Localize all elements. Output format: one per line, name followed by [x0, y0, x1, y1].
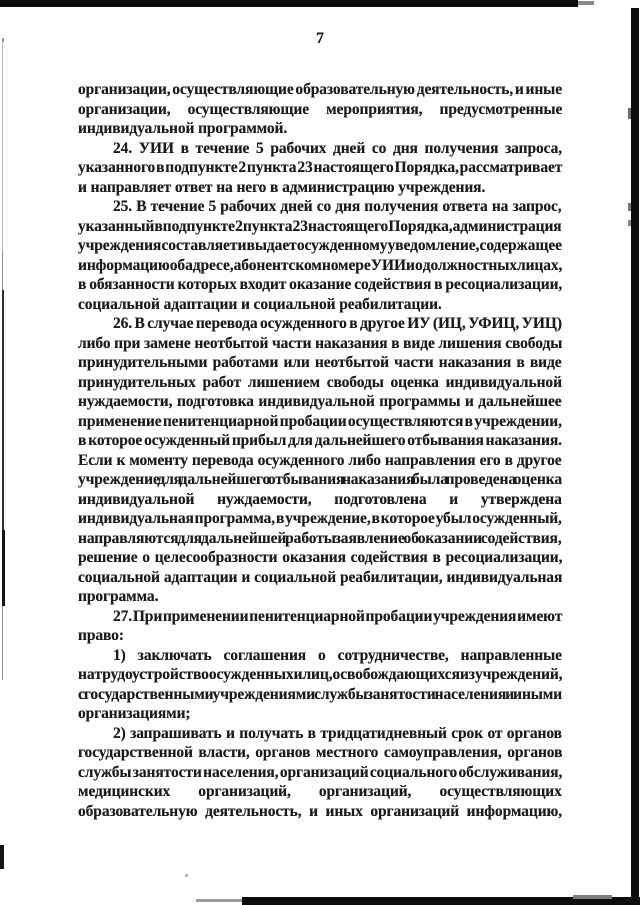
scan-edge-top-bar	[0, 0, 578, 7]
text-line: программа.	[78, 588, 159, 605]
text-line: учреждение для дальнейшего отбывания наказания была проведена оценка	[78, 471, 562, 488]
scan-edge-left-line	[2, 606, 3, 680]
text-line: Если к моменту перевода осужденного либо направления его в другое	[78, 451, 562, 469]
scan-noise-speck	[185, 874, 188, 877]
text-line: социальной адаптации и социальной реабилитации, индивидуальная	[78, 568, 563, 586]
scan-noise-nub	[628, 108, 631, 119]
text-line: 1) заключать соглашения о сотрудничестве, направленные	[113, 646, 562, 664]
text-line: направляются для дальнейшей работы заявление об оказании содействия,	[78, 529, 562, 547]
text-line: 25. В течение 5 рабочих дней со дня получения ответа на запрос,	[113, 198, 562, 215]
text-line: организации, осуществляющие образовательную деятельность, и иные	[78, 81, 562, 98]
text-line: медицинских организаций, организаций, осуществляющих	[78, 783, 562, 800]
text-line: государственной власти, органов местного самоуправления, органов	[78, 744, 563, 761]
scan-edge-top-bar-tail	[578, 1, 594, 5]
scan-edge-right-bar	[631, 8, 639, 905]
text-line: 27. При применении пенитенциарной пробации учреждения имеют	[113, 607, 563, 625]
scan-edge-bottom-gray	[573, 895, 612, 899]
text-line: в обязанности которых входит оказание содействия в ресоциализации,	[78, 276, 563, 293]
text-line: либо при замене неотбытой части наказания в виде лишения свободы	[78, 334, 563, 352]
text-line: организации, осуществляющие мероприятия, предусмотренные	[78, 100, 563, 118]
text-line: организациями;	[78, 705, 191, 722]
text-line: службы занятости населения, организаций социального обслуживания,	[78, 763, 563, 781]
text-line: индивидуальной нуждаемости, подготовлена и утверждена	[78, 490, 562, 508]
text-line: с государственными учреждениями службы занятости населения и иными	[78, 685, 563, 703]
scan-noise-nub	[628, 203, 631, 211]
text-line: индивидуальная программа, в учреждение, в которое убыл осужденный,	[78, 510, 562, 527]
text-line: 26. В случае перевода осужденного в другое ИУ (ИЦ, УФИЦ, УИЦ)	[113, 315, 562, 332]
scan-edge-left-line	[2, 290, 4, 530]
text-line: в которое осужденный прибыл для дальнейшего отбывания наказания.	[78, 432, 562, 449]
text-line: указанного в подпункте 2 пункта 23 настоящего Порядка, рассматривает	[78, 159, 563, 176]
page-number: 7	[316, 30, 324, 47]
scan-edge-left-line	[2, 530, 5, 606]
text-line: и направляет ответ на него в администрацию учреждения.	[78, 178, 486, 196]
text-line: решение о целесообразности оказания содействия в ресоциализации,	[78, 549, 563, 566]
text-line: нуждаемости, подготовка индивидуальной программы и дальнейшее	[78, 393, 562, 410]
text-line: на трудоустройство осужденных и лиц, освобождающихся из учреждений,	[78, 666, 563, 683]
text-line: информацию об адресе, абонентском номере УИИ и о должностных лицах,	[78, 256, 563, 274]
text-line: социальной адаптации и социальной реабилитации.	[78, 295, 442, 313]
text-line: принудительных работ лишением свободы оценка индивидуальной	[78, 373, 562, 391]
scan-edge-left-line	[2, 252, 3, 290]
text-line: учреждения составляет и выдает осужденному уведомление, содержащее	[78, 237, 562, 254]
text-line: 24. УИИ в течение 5 рабочих дней со дня получения запроса,	[113, 139, 563, 157]
text-line: образовательную деятельность, и иных организаций информацию,	[78, 802, 563, 820]
text-block	[78, 80, 562, 821]
scan-edge-corner-notch	[0, 845, 4, 869]
text-line: принудительными работами или неотбытой части наказания в виде	[78, 354, 562, 371]
scan-edge-bottom-faint	[196, 899, 242, 902]
text-line: индивидуальной программой.	[78, 120, 288, 137]
scan-edge-left-line	[2, 42, 3, 252]
scan-noise-nub	[628, 220, 631, 226]
text-line: право:	[78, 627, 124, 644]
text-line: 2) запрашивать и получать в тридцатидневный срок от органов	[113, 724, 562, 742]
text-line: применение пенитенциарной пробации осуществляются в учреждении,	[78, 412, 562, 430]
text-line: указанный в подпункте 2 пункта 23 настоящего Порядка, администрация	[78, 217, 562, 235]
